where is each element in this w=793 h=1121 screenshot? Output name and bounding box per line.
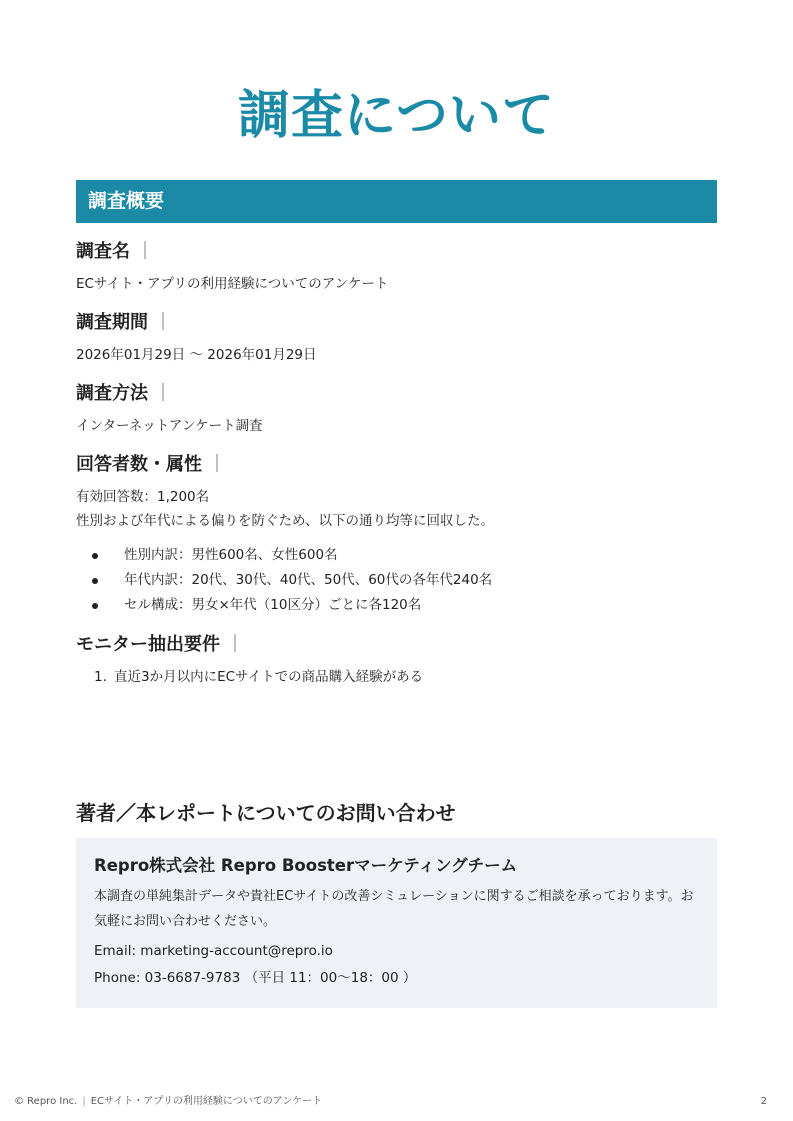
section-header-survey-overview: 調査概要 <box>76 180 717 223</box>
contact-description: 本調査の単純集計データや貴社ECサイトの改善シミュレーションに関するご相談を承っております。お気軽にお問い合わせください。 <box>94 889 694 929</box>
survey-overview-content <box>76 238 717 702</box>
contact-box <box>76 838 717 1008</box>
contact-phone[interactable]: Phone: 03-6687-9783 （平日 11：00〜18：00 ） <box>94 970 417 986</box>
survey-method-block <box>76 380 717 438</box>
page-title: 調査について <box>238 86 555 146</box>
footer-separator: | <box>82 1096 86 1107</box>
respondents-count: 有効回答数：1,200名 <box>76 489 210 505</box>
respondents-label: 回答者数・属性 <box>76 454 202 475</box>
list-item: 年代内訳：20代、30代、40代、50代、60代の各年代240名 <box>76 568 717 593</box>
survey-period-value: 2026年01月29日 〜 2026年01月29日 <box>76 347 317 363</box>
heading-separator: ｜ <box>208 454 226 475</box>
page-number: 2 <box>760 1096 767 1107</box>
respondents-heading <box>76 451 717 479</box>
list-item: セル構成：男女×年代（10区分）ごとに各120名 <box>76 593 717 618</box>
list-item-number: 1. <box>94 669 107 685</box>
respondents-description: 性別および年代による偏りを防ぐため、以下の通り均等に回収した。 <box>76 513 494 529</box>
monitor-requirements-list <box>76 665 717 689</box>
company-name: Repro株式会社 Repro Boosterマーケティングチーム <box>94 856 518 875</box>
heading-separator: ｜ <box>154 383 172 404</box>
monitor-requirements-block <box>76 631 717 689</box>
list-item-text: 直近3か月以内にECサイトでの商品購入経験がある <box>114 669 424 685</box>
footer-copyright: © Repro Inc. <box>14 1096 78 1107</box>
author-heading: 著者／本レポートについてのお問い合わせ <box>76 801 456 825</box>
monitor-requirements-heading <box>76 631 717 659</box>
respondents-block <box>76 451 717 618</box>
monitor-requirements-label: モニター抽出要件 <box>76 634 220 655</box>
survey-period-heading <box>76 309 717 337</box>
respondents-breakdown-list <box>76 543 717 618</box>
survey-method-heading <box>76 380 717 408</box>
survey-period-block <box>76 309 717 367</box>
survey-method-label: 調査方法 <box>76 383 148 404</box>
heading-separator: ｜ <box>154 312 172 333</box>
footer <box>14 1094 322 1110</box>
survey-period-label: 調査期間 <box>76 312 148 333</box>
survey-name-heading <box>76 238 717 266</box>
list-item <box>76 665 717 689</box>
heading-separator: ｜ <box>136 241 154 262</box>
list-item: 性別内訳：男性600名、女性600名 <box>76 543 717 568</box>
survey-method-value: インターネットアンケート調査 <box>76 418 263 434</box>
contact-email[interactable]: Email: marketing-account@repro.io <box>94 943 333 959</box>
survey-name-label: 調査名 <box>76 241 130 262</box>
survey-name-block <box>76 238 717 296</box>
footer-report-name: ECサイト・アプリの利用経験についてのアンケート <box>90 1096 323 1107</box>
survey-name-value: ECサイト・アプリの利用経験についてのアンケート <box>76 276 389 292</box>
heading-separator: ｜ <box>226 634 244 655</box>
